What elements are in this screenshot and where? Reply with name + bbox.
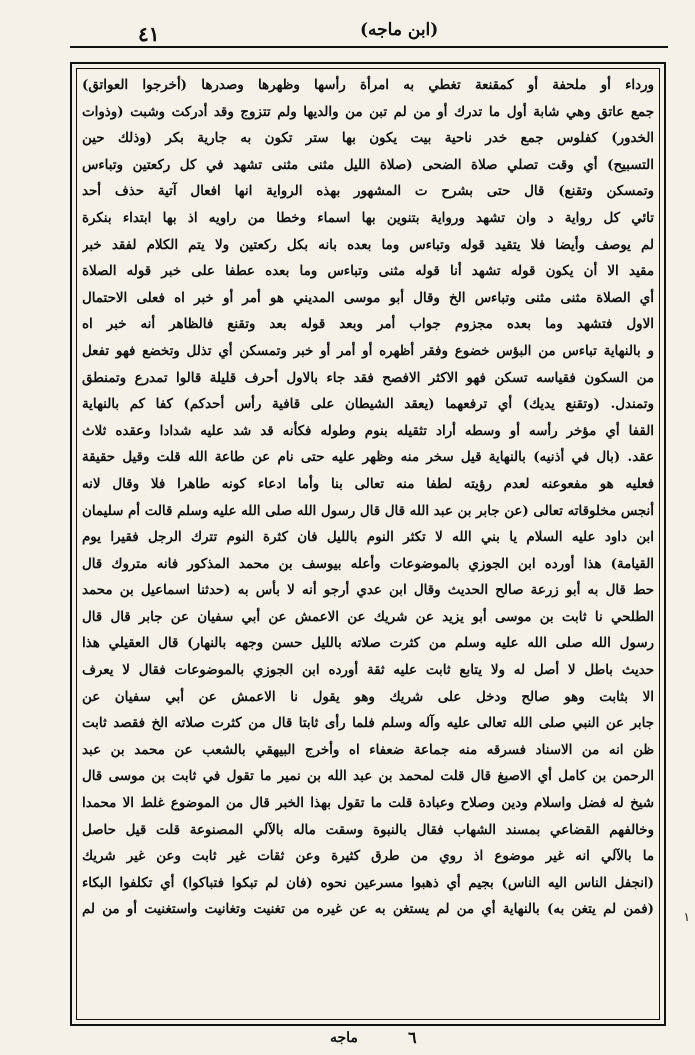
text-line: جمع عاتق وهي شابة أول ما تدرك أو من لم تبن من والديها ولم تتزوج وقد أدركت وشبت (وذوات (82, 103, 654, 120)
text-line: (فمن لم يتغن به) بالنهاية أي من لم يستغن به عن غيره من تغنيت وتغانيت واستغنيت أو من لم (82, 901, 654, 918)
text-frame (70, 62, 666, 1026)
text-line: جابر عن النبي صلى الله تعالى عليه وآله وسلم فلما رأى ثابتا قال من كثرت صلاته الخ فقصد ثابت (82, 715, 654, 732)
text-line: لم يوصف وأيضا فلا يتقيد قوله وتباءس وما بعده بانه بكل ركعتين ولا يتم الكلام لفقد خبر (82, 236, 654, 253)
text-line: و بالنهاية تباءس من البؤس خضوع وفقر أظهره أو أمر أو خبر وتمسكن أي تذلل وتخضع فهو تفعل (82, 342, 654, 359)
text-line: فعليه هو مفعوعنه لعدم رؤيته لطفا منه تعالى بنا وأما ادعاء كونه طاهرا فلا وقال لانه (82, 475, 654, 492)
text-line: عقد. (بال في أذنيه) بالنهاية قيل سخر منه وظهر عليه حتى نام عن طاعة الله قلت وقيل حقيقة (82, 449, 654, 466)
text-line: القفا أي مؤخر رأسه أو وسطه أراد تثقيله بنوم وطوله فكأنه قد شد عليه شدادا وعقده ثلاث (82, 422, 654, 439)
text-line: وخالفهم القضاعي بمسند الشهاب فقال بالنبوة وسقت ماله بالآلي المصنوعة قلت قيل حاصل (82, 821, 654, 838)
text-line: أنجس مخلوقاته تعالى (عن جابر بن عبد الله قال قال رسول الله صلى الله عليه وسلم قالت أم سليمان (82, 502, 654, 519)
text-lines (82, 72, 654, 1016)
text-line: ظن انه من الاسناد فسرقه منه جماعة ضعفاء اه وأخرج البيهقي بالشعب عن محمد بن عبد (82, 741, 654, 758)
footer-signature: ٦ (408, 1028, 417, 1047)
running-title: (ابن ماجه) (360, 20, 439, 40)
text-line: وتمسكن وتقنع) قال حتى بشرح ت المشهور بهذه الرواية انها افعال آتية حذف أحد (82, 183, 654, 200)
page-number: ٤١ (138, 22, 160, 46)
text-line: مقيد الا أن يكون قوله تشهد أنا قوله مثنى وتباءس وما بعده عطفا على خبر قوله الصلاة (82, 263, 654, 280)
text-line: الطلحي نا ثابت بن موسى أبو يزيد عن شريك عن الاعمش عن أبي سفيان عن جابر قال قال (82, 608, 654, 625)
text-line: القيامة) هذا أورده ابن الجوزي بالموضوعات وأعله بيوسف بن محمد المذكور فانه متروك قال (82, 555, 654, 572)
text-line: رسول الله صلى الله عليه وسلم من كثرت صلاته بالليل حسن وجهه بالنهار) قال العقيلي هذا (82, 635, 654, 652)
text-line: الا بثابت وهو صالح ودخل على شريك وهو يقول نا الاعمش عن أبي سفيان عن (82, 688, 654, 705)
text-line: ابن داود عليه السلام يا بني الله لا تكثر النوم بالليل فان كثرة النوم تترك الرجل فقيرا يوم (82, 529, 654, 546)
footer-title: ماجه (330, 1030, 358, 1046)
text-line: من السكون فقياسه تسكن فهو الاكثر الافصح فقد جاء بالاول أحرف قليلة قالوا تمدرع وتمنطق (82, 369, 654, 386)
text-line: الرحمن بن كامل أي الاصبغ قال قلت لمحمد بن عبد الله بن نمير ما تقول في ثابت بن موسى قال (82, 768, 654, 785)
text-line: الاول فتشهد وما بعده مجزوم جواب أمر وبعد قوله بعد وتقنع فالظاهر أنه خبر اه (82, 316, 654, 333)
text-line: تائي كل رواية د وان تشهد ورواية بتنوين بها اسماء وخطا من راويه اذ بها ابتداء بنكرة (82, 209, 654, 226)
margin-mark: ١ (683, 910, 690, 924)
text-line: (انجفل الناس اليه الناس) بجيم أي ذهبوا مسرعين نحوه (فان لم تبكوا فتباكوا) أي تكلفوا البكاء (82, 874, 654, 891)
text-line: التسبيح) أي وقت تصلي صلاة الضحى (صلاة الليل مثنى مثنى تشهد في كل ركعتين وتباءس (82, 156, 654, 173)
text-line: ما بالآلي انه غير موضوع اذ روي من طرق كثيرة وعن ثقات غير ثابت وعن غير شريك (82, 848, 654, 865)
text-line: أي الصلاة مثنى مثنى وتباءس الخ وقال أبو موسى المديني هو أمر أو خبر اه فعلى الاحتمال (82, 289, 654, 306)
text-line: شيخ له فضل واسلام ودين وصلاح وعبادة قلت ما تقول بهذا الخبر قال من الموضوع غلط الا محمدا (82, 795, 654, 812)
text-line: الخدور) كفلوس جمع خدر ناحية بيت يكون بها ستر تكون به جارية بكر (وذلك حين (82, 130, 654, 147)
text-line: حديث باطل لا أصل له ولا يتابع ثابت عليه ثقة أورده ابن الجوزي بالموضوعات فقال لا يعرف (82, 662, 654, 679)
text-line: ورداء أو ملحفة أو كمقنعة تغطي به امرأة رأسها وظهرها وصدرها (أخرجوا العواتق) (82, 77, 654, 93)
text-line: وتمندل. (وتقنع يديك) أي ترفعهما (يعقد الشيطان على قافية رأس أحدكم) كفا كم بالنهاية (82, 396, 654, 413)
text-line: حط قال به أبو زرعة صالح الحديث وقال ابن عدي أرجو أنه لا بأس به (حدثنا اسماعيل بن محمد (82, 582, 654, 599)
header-rule (70, 46, 668, 48)
